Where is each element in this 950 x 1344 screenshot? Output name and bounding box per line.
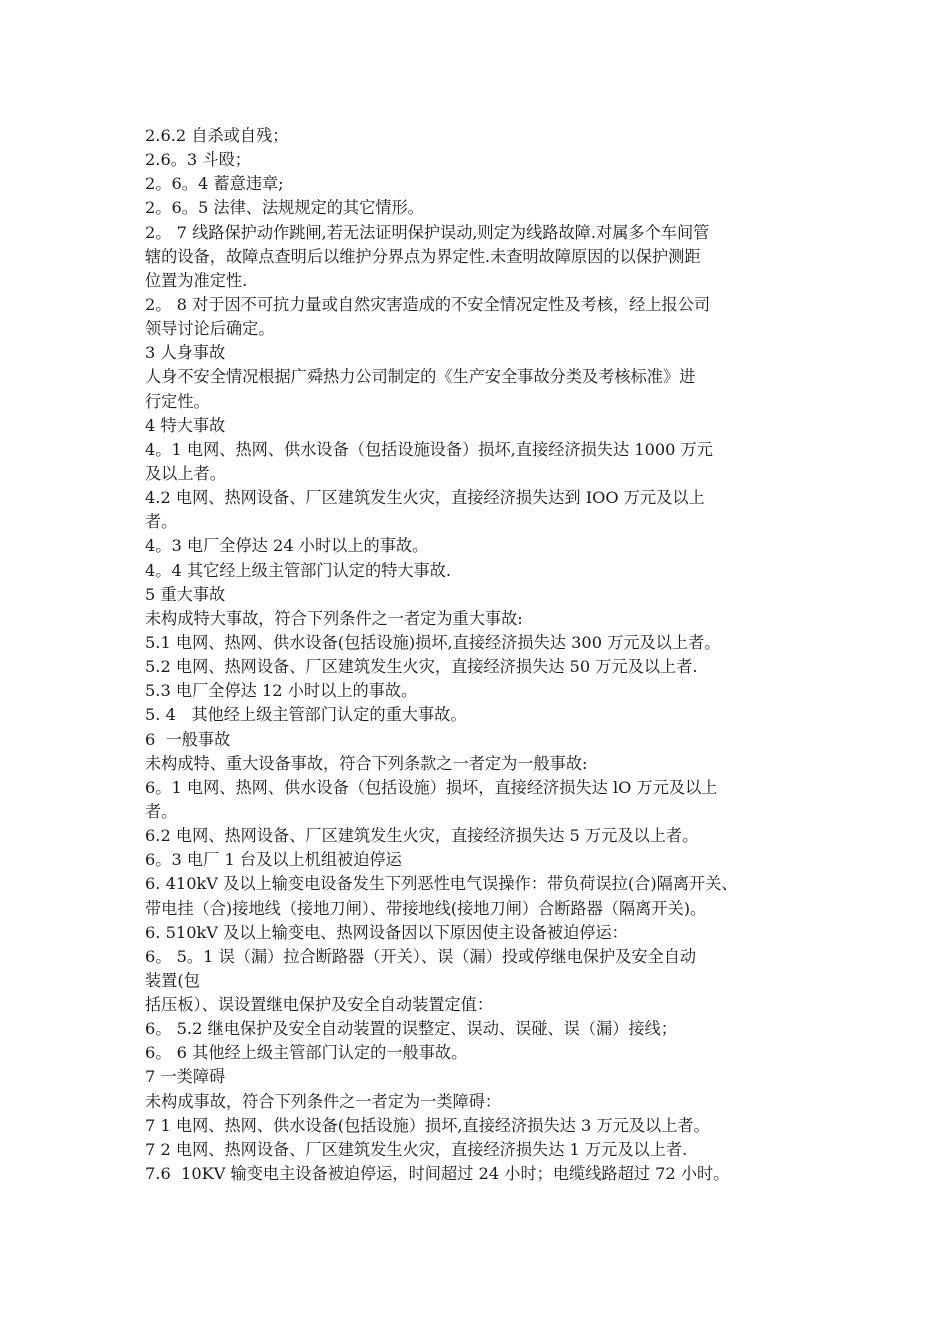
text-line: 及以上者。 xyxy=(145,463,226,483)
text-line: 2。6。4 蓄意违章; xyxy=(145,174,284,194)
text-line: 6。 5.2 继电保护及安全自动装置的误整定、误动、误碰、误（漏）接线； xyxy=(145,1019,677,1039)
text-line: 7 一类障碍 xyxy=(145,1067,226,1087)
text-line: 6。 5。1 误（漏）拉合断路器（开关）、误（漏）投或停继电保护及安全自动 xyxy=(145,946,697,966)
text-line: 4 特大事故 xyxy=(145,415,226,435)
text-line: 位置为准定性. xyxy=(145,270,248,290)
text-line: 2。 7 线路保护动作跳闸,若无法证明保护误动,则定为线路故障.对属多个车间管 xyxy=(145,222,710,242)
text-line: 括压板）、误设置继电保护及安全自动装置定值： xyxy=(145,995,494,1015)
text-line: 辖的设备，故障点查明后以维护分界点为界定性.未查明故障原因的以保护测距 xyxy=(145,246,701,266)
text-line: 5. 4 其他经上级主管部门认定的重大事故。 xyxy=(145,705,467,725)
text-line: 带电挂（合)接地线（接地刀闸）、带接地线(接地刀闸）合断路器（隔离开关)。 xyxy=(145,898,707,918)
text-line: 6。3 电厂 1 台及以上机组被迫停运 xyxy=(145,850,402,870)
document-body xyxy=(145,124,825,1186)
text-line: 4。1 电网、热网、供水设备（包括设施设备）损坏,直接经济损失达 1000 万元 xyxy=(145,439,713,459)
text-line: 6. 410kV 及以上输变电设备发生下列恶性电气误操作：带负荷误拉(合)隔离开关、 xyxy=(145,874,738,894)
text-line: 4。3 电厂全停达 24 小时以上的事故。 xyxy=(145,536,429,556)
text-line: 5 重大事故 xyxy=(145,584,226,604)
text-line: 行定性。 xyxy=(145,391,210,411)
text-line: 未构成事故，符合下列条件之一者定为一类障碍： xyxy=(145,1091,502,1111)
text-line: 领导讨论后确定。 xyxy=(145,319,275,339)
text-line: 未构成特、重大设备事故，符合下列条款之一者定为一般事故: xyxy=(145,753,588,773)
text-line: 7.6 10KV 输变电主设备被迫停运，时间超过 24 小时；电缆线路超过 72 小时。 xyxy=(145,1164,730,1184)
text-line: 2.6.2 自杀或自残； xyxy=(145,126,289,145)
text-line: 4。4 其它经上级主管部门认定的特大事故. xyxy=(145,560,452,580)
text-line: 5.3 电厂全停达 12 小时以上的事故。 xyxy=(145,681,418,701)
text-line: 2。6。5 法律、法规规定的其它情形。 xyxy=(145,198,424,218)
text-line: 6.2 电网、热网设备、厂区建筑发生火灾，直接经济损失达 5 万元及以上者。 xyxy=(145,826,699,846)
text-line: 者。 xyxy=(145,512,178,532)
text-line: 装置(包 xyxy=(145,970,200,990)
text-line: 者。 xyxy=(145,801,178,821)
text-line: 2.6。3 斗殴； xyxy=(145,150,251,170)
text-line: 7 2 电网、热网设备、厂区建筑发生火灾，直接经济损失达 1 万元及以上者. xyxy=(145,1139,688,1159)
text-line: 7 1 电网、热网、供水设备(包括设施）损坏,直接经济损失达 3 万元及以上者。 xyxy=(145,1115,710,1135)
text-line: 6。1 电网、热网、供水设备（包括设施）损坏，直接经济损失达 lO 万元及以上 xyxy=(145,777,718,797)
text-line: 人身不安全情况根据广舜热力公司制定的《生产安全事故分类及考核标准》进 xyxy=(145,367,696,387)
text-line: 4.2 电网、热网设备、厂区建筑发生火灾，直接经济损失达到 IOO 万元及以上 xyxy=(145,488,705,508)
text-line: 6。 6 其他经上级主管部门认定的一般事故。 xyxy=(145,1043,468,1063)
text-line: 6 一般事故 xyxy=(145,729,231,749)
text-line: 3 人身事故 xyxy=(145,343,226,363)
text-line: 6. 510kV 及以上输变电、热网设备因以下原因使主设备被迫停运： xyxy=(145,922,628,942)
text-line: 未构成特大事故，符合下列条件之一者定为重大事故: xyxy=(145,608,523,628)
text-line: 2。 8 对于因不可抗力量或自然灾害造成的不安全情况定性及考核，经上报公司 xyxy=(145,294,711,314)
text-line: 5.1 电网、热网、供水设备(包括设施)损坏,直接经济损失达 300 万元及以上者。 xyxy=(145,632,721,652)
text-line: 5.2 电网、热网设备、厂区建筑发生火灾，直接经济损失达 50 万元及以上者. xyxy=(145,657,698,677)
